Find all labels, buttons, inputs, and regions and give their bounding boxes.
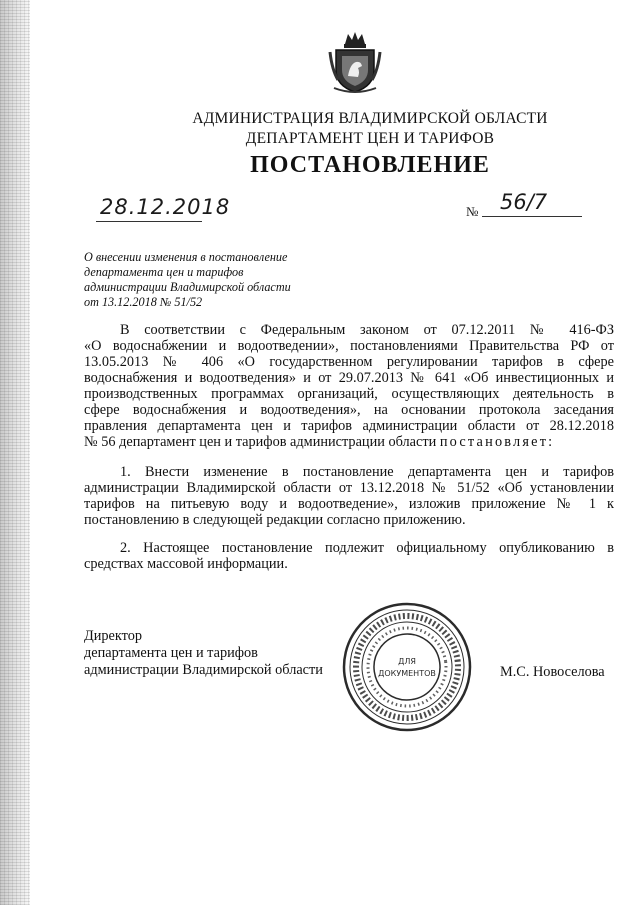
body-line: 1. Внести изменение в постановление департамента цен и тарифов	[120, 464, 614, 480]
round-seal-icon	[340, 600, 474, 734]
document-number: 56/7	[500, 190, 548, 214]
stamp-inner-line1: ДЛЯ	[398, 657, 416, 666]
body-line-last	[84, 434, 614, 450]
body-line: тарифов на питьевую воду и водоотведение», изложив приложение № 1 к	[84, 496, 614, 512]
body-line: 2. Настоящее постановление подлежит официальному опубликованию в	[120, 540, 614, 556]
resolution-word: постановляет:	[439, 434, 555, 450]
body-line: 13.05.2013 № 406 «О государственном регулировании тарифов в сфере	[84, 354, 614, 370]
body-line: водоснабжения и водоотведения» и от 29.07.2013 № 641 «Об инвестиционных и	[84, 370, 614, 386]
subject-line: от 13.12.2018 № 51/52	[84, 295, 203, 309]
paragraph-preamble	[84, 322, 614, 450]
signer-name: М.С. Новоселова	[500, 664, 605, 680]
coat-of-arms-icon	[328, 30, 382, 96]
document-date: 28.12.2018	[100, 195, 231, 219]
body-text: № 56 департамент цен и тарифов администрации области	[84, 434, 440, 450]
body-line: правления департамента цен и тарифов администрации области от 28.12.2018	[84, 418, 614, 434]
document-subject	[84, 250, 324, 310]
signature-position: администрации Владимирской области	[84, 662, 323, 678]
number-underline	[482, 216, 582, 217]
body-line-last: постановлению в следующей редакции согласно приложению.	[84, 512, 466, 528]
body-line: сфере водоснабжения и водоотведения», на основании протокола заседания	[84, 402, 614, 418]
subject-line: администрации Владимирской области	[84, 280, 291, 294]
body-line: администрации Владимирской области от 13.12.2018 № 51/52 «Об установлении	[84, 480, 614, 496]
paragraph-item-1	[84, 464, 614, 528]
signature-block	[84, 628, 323, 679]
subject-line: департамента цен и тарифов	[84, 265, 244, 279]
paragraph-item-2	[84, 540, 614, 572]
stamp-inner-line2: ДОКУМЕНТОВ	[378, 669, 436, 678]
signature-position: департамента цен и тарифов	[84, 645, 258, 661]
subject-line: О внесении изменения в постановление	[84, 250, 288, 264]
scan-edge-noise	[0, 0, 30, 905]
document-title: ПОСТАНОВЛЕНИЕ	[250, 152, 490, 178]
body-line-last: средствах массовой информации.	[84, 556, 288, 572]
body-line: «О водоснабжении и водоотведении», постановлениями Правительства РФ от	[84, 338, 614, 354]
date-underline	[96, 221, 202, 222]
org-name-line1: АДМИНИСТРАЦИЯ ВЛАДИМИРСКОЙ ОБЛАСТИ	[192, 110, 548, 127]
signature-position: Директор	[84, 628, 143, 644]
body-line: В соответствии с Федеральным законом от 07.12.2011 № 416-ФЗ	[120, 322, 614, 338]
org-name-line2: ДЕПАРТАМЕНТ ЦЕН И ТАРИФОВ	[245, 130, 495, 147]
body-line: производственных программах организаций, осуществляющих деятельность в	[84, 386, 614, 402]
number-label: №	[466, 204, 479, 219]
